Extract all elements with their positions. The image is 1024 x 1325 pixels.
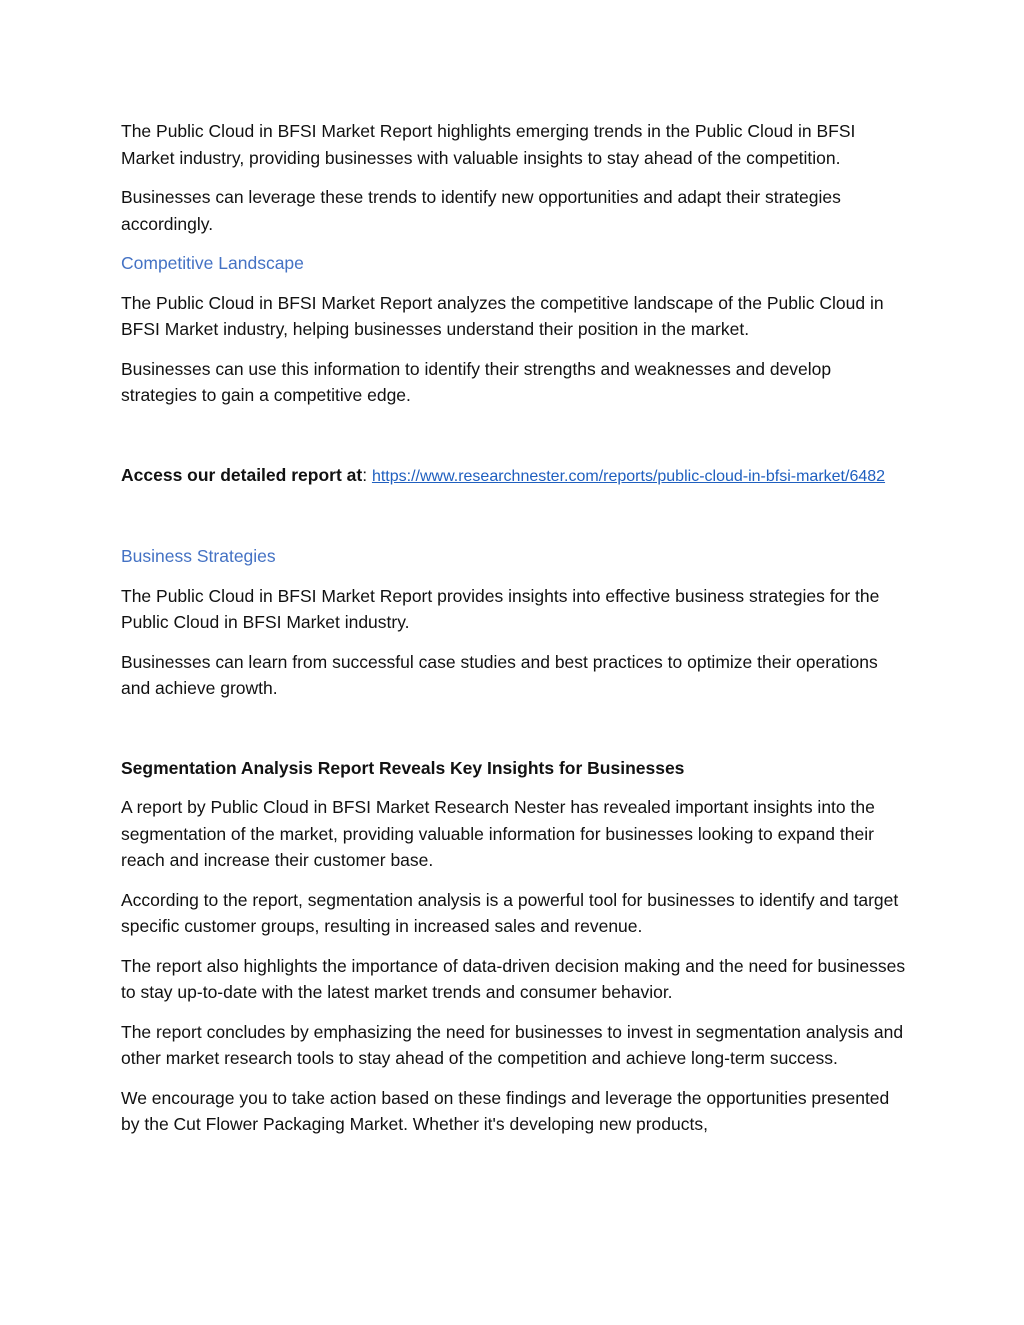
intro-paragraph-1: The Public Cloud in BFSI Market Report highlights emerging trends in the Public Cloud in BFSI Market industry, providing businesses with valuable insights to stay ahead of the competition. [121,121,856,168]
access-report-separator: : [362,464,372,485]
spacer [121,422,906,462]
spacer [121,715,906,755]
segmentation-paragraph-3: The report also highlights the importance of data-driven decision making and the need for businesses to stay up-to-date with the latest market trends and consumer behavior. [121,955,906,1002]
intro-paragraph-2: Businesses can leverage these trends to identify new opportunities and adapt their strategies accordingly. [121,187,841,234]
competitive-paragraph-2: Businesses can use this information to identify their strengths and weaknesses and develop strategies to gain a competitive edge. [121,358,832,405]
access-report-label: Access our detailed report at [121,464,363,485]
spacer [121,503,906,543]
segmentation-paragraph-4: The report concludes by emphasizing the need for businesses to invest in segmentation analysis and other market research tools to stay ahead of the competition and achieve long-term success. [121,1021,904,1068]
segmentation-paragraph-1: A report by Public Cloud in BFSI Market Research Nester has revealed important insights into the segmentation of the market, providing valuable information for businesses looking to expand their reach and increase their customer base. [121,797,875,870]
competitive-paragraph-1: The Public Cloud in BFSI Market Report analyzes the competitive landscape of the Public Cloud in BFSI Market industry, helping businesses understand their position in the market. [121,292,884,339]
report-link[interactable]: https://www.researchnester.com/reports/public-cloud-in-bfsi-market/6482 [371,467,886,485]
strategies-paragraph-1: The Public Cloud in BFSI Market Report provides insights into effective business strategies for the Public Cloud in BFSI Market industry. [121,585,880,632]
segmentation-paragraph-2: According to the report, segmentation analysis is a powerful tool for businesses to identify and target specific customer groups, resulting in increased sales and revenue. [121,889,899,936]
document-body [121,118,906,1151]
business-strategies-heading: Business Strategies [121,546,276,566]
strategies-paragraph-2: Businesses can learn from successful case studies and best practices to optimize their operations and achieve growth. [121,651,878,698]
segmentation-heading: Segmentation Analysis Report Reveals Key Insights for Businesses [121,757,685,778]
segmentation-paragraph-5: We encourage you to take action based on these findings and leverage the opportunities presented by the Cut Flower Packaging Market. Whether it's developing new products, [121,1087,890,1134]
competitive-landscape-heading: Competitive Landscape [121,253,304,273]
access-report-line [121,462,906,491]
